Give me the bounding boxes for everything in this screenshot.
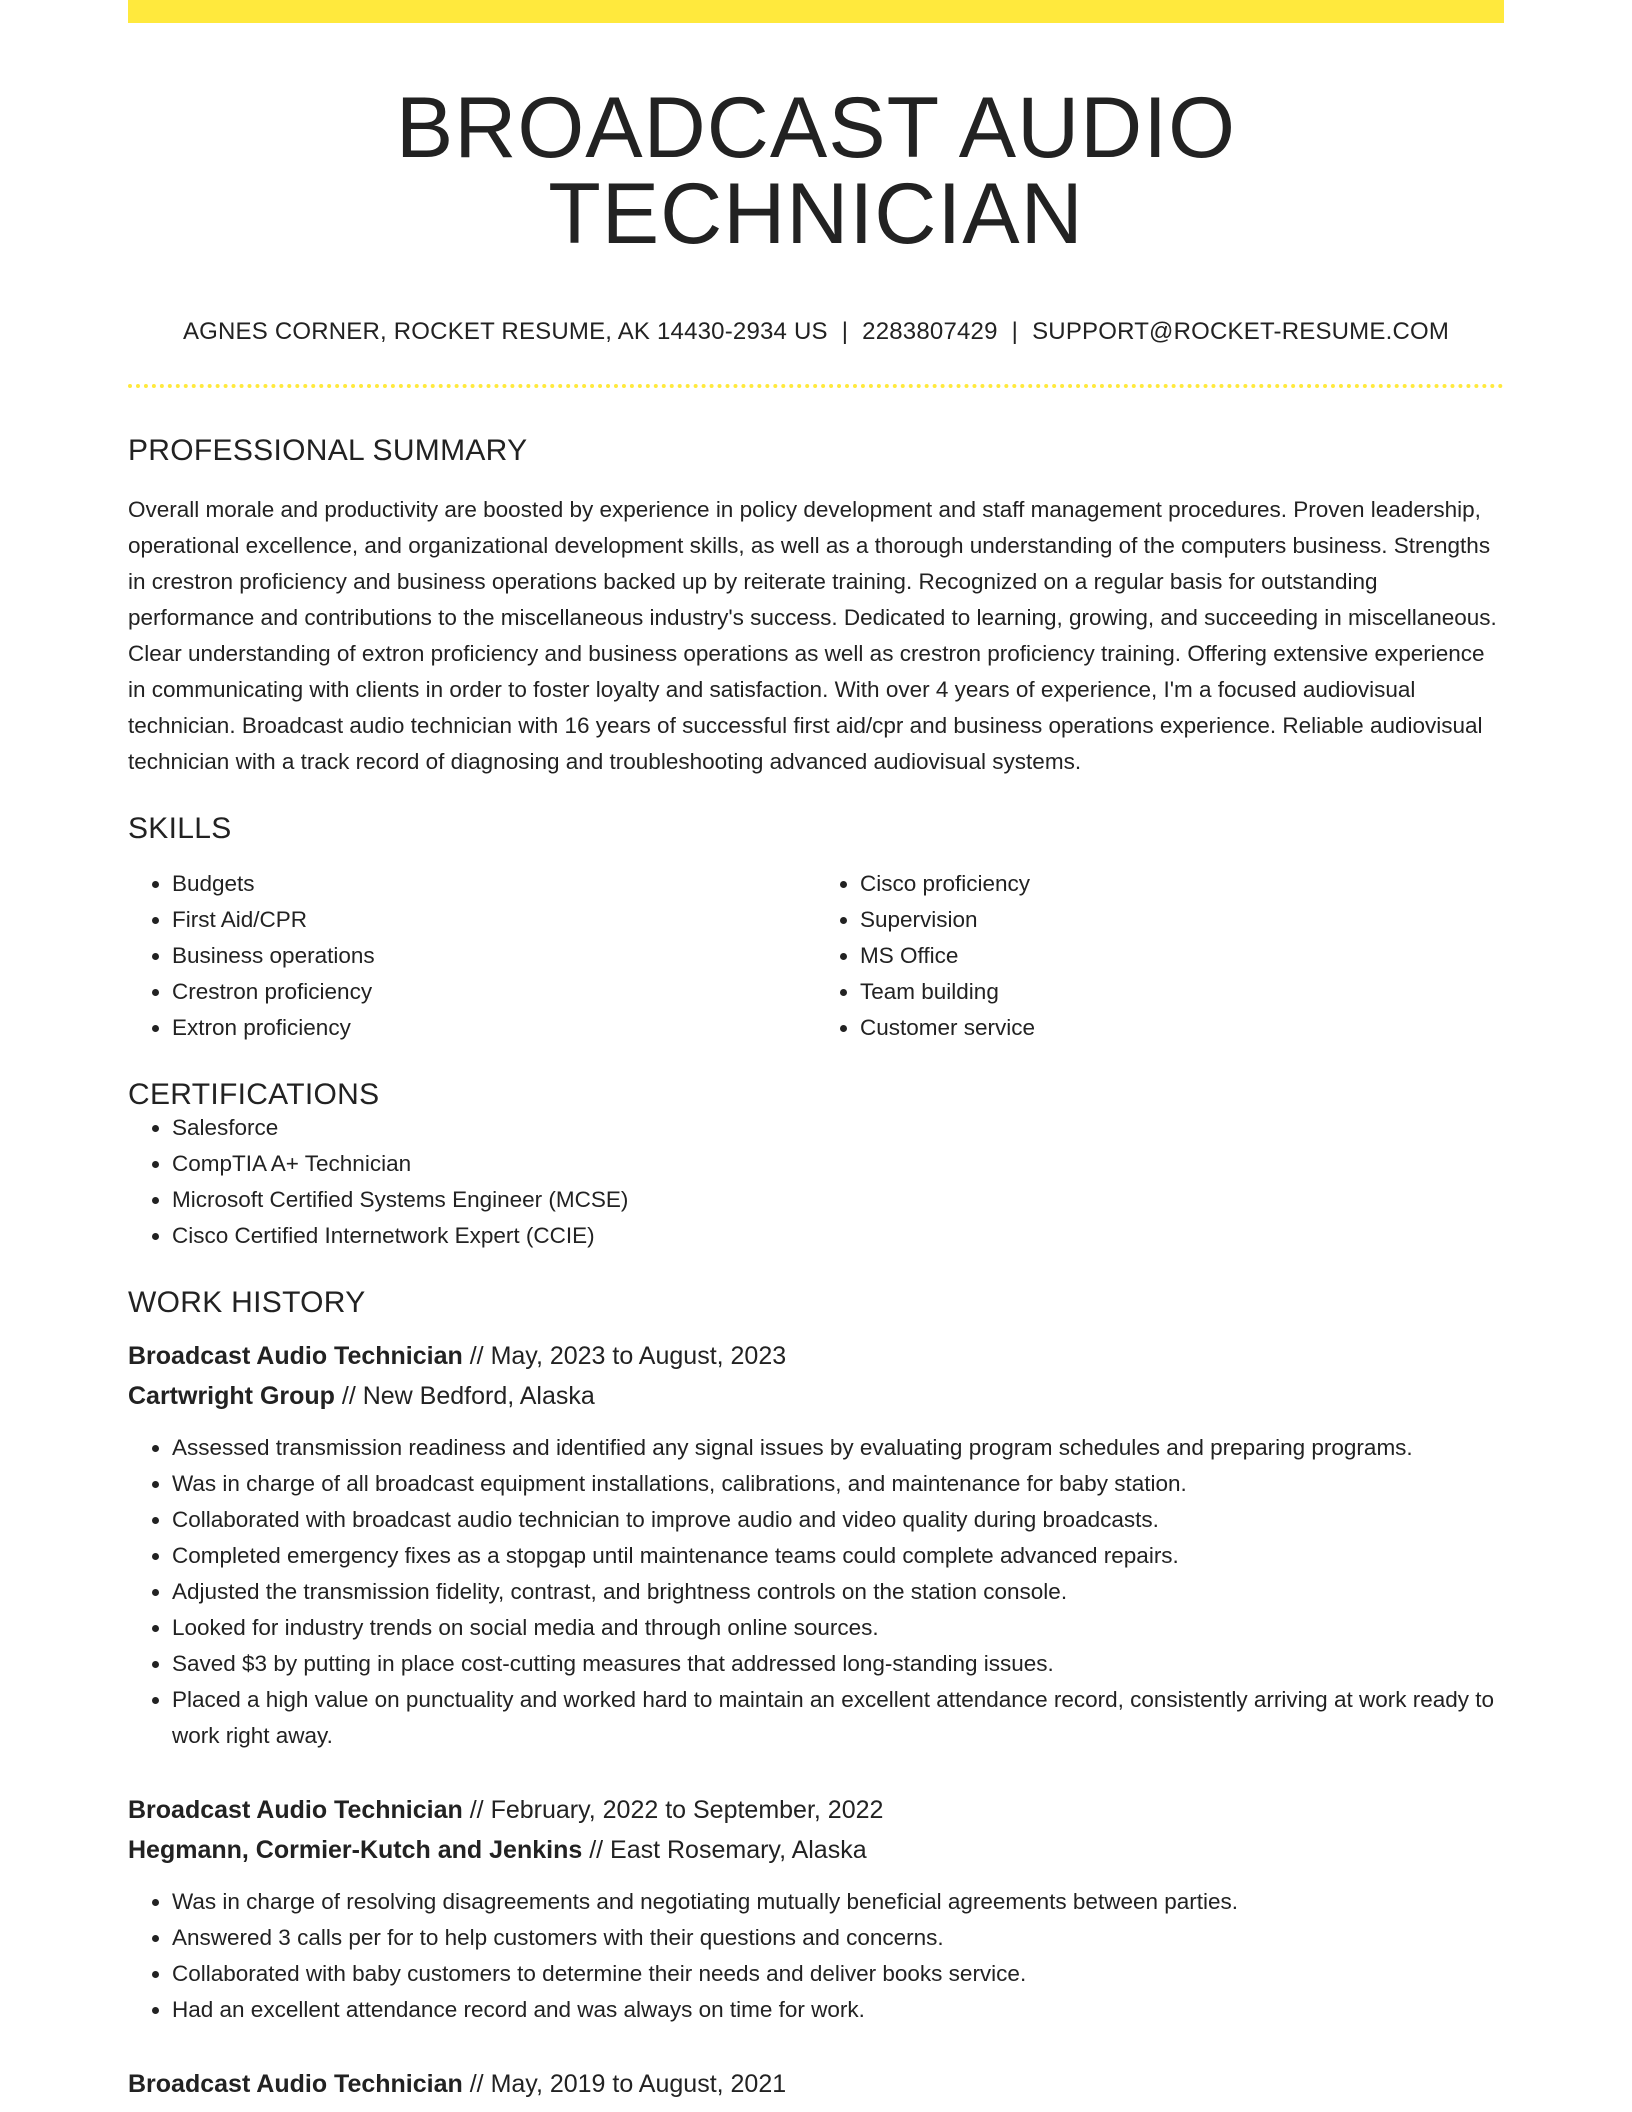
list-item: • Answered 3 calls per for to help customers with their questions and concerns. bbox=[172, 1920, 1504, 1956]
top-accent-bar bbox=[128, 0, 1504, 23]
list-item: • Was in charge of resolving disagreements and negotiating mutually beneficial agreements between parties. bbox=[172, 1884, 1504, 1920]
job-dates: // May, 2023 to August, 2023 bbox=[462, 1342, 787, 1370]
job-company-line bbox=[128, 1376, 1504, 1416]
list-item: • Crestron proficiency bbox=[172, 974, 816, 1010]
job-title: Broadcast Audio Technician bbox=[128, 1796, 463, 1824]
list-item: • First Aid/CPR bbox=[172, 902, 816, 938]
list-item: • Saved $3 by putting in place cost-cutting measures that addressed long-standing issues. bbox=[172, 1646, 1504, 1682]
page-title: BROADCAST AUDIO TECHNICIAN bbox=[395, 80, 1237, 262]
list-item: • Customer service bbox=[860, 1010, 1504, 1046]
job-title-line bbox=[128, 1790, 1504, 1830]
list-item: • Cisco Certified Internetwork Expert (CCIE) bbox=[172, 1218, 1504, 1254]
list-item: • Microsoft Certified Systems Engineer (MCSE) bbox=[172, 1182, 1504, 1218]
list-item: • Collaborated with broadcast audio technician to improve audio and video quality during broadcasts. bbox=[172, 1502, 1504, 1538]
summary-heading: PROFESSIONAL SUMMARY bbox=[128, 434, 528, 467]
job-company: Cartwright Group bbox=[128, 1382, 335, 1410]
list-item: • Cisco proficiency bbox=[860, 866, 1504, 902]
skills-list-left bbox=[128, 866, 816, 1046]
contact-email: SUPPORT@ROCKET-RESUME.COM bbox=[1032, 318, 1450, 345]
job-entry bbox=[128, 2064, 1504, 2104]
job-entry bbox=[128, 1790, 1504, 2028]
resume-page bbox=[128, 0, 1504, 2104]
contact-line bbox=[128, 320, 1504, 344]
list-item: • Completed emergency fixes as a stopgap until maintenance teams could complete advanced repairs. bbox=[172, 1538, 1504, 1574]
skills-heading: SKILLS bbox=[128, 812, 232, 845]
job-title: Broadcast Audio Technician bbox=[128, 2070, 463, 2098]
contact-phone: 2283807429 bbox=[862, 318, 998, 345]
skills-columns bbox=[128, 866, 1504, 1046]
job-location: // New Bedford, Alaska bbox=[334, 1382, 595, 1410]
contact-address: AGNES CORNER, ROCKET RESUME, AK 14430-2934 US bbox=[182, 318, 828, 345]
job-dates: // February, 2022 to September, 2022 bbox=[462, 1796, 884, 1824]
job-dates: // May, 2019 to August, 2021 bbox=[462, 2070, 787, 2098]
contact-separator: | bbox=[841, 318, 849, 345]
list-item: • Budgets bbox=[172, 866, 816, 902]
job-duties-list bbox=[128, 1430, 1504, 1754]
job-location: // East Rosemary, Alaska bbox=[582, 1836, 867, 1864]
certifications-list bbox=[128, 1110, 1504, 1254]
list-item: • CompTIA A+ Technician bbox=[172, 1146, 1504, 1182]
list-item: • Placed a high value on punctuality and worked hard to maintain an excellent attendance record, consistently arriving at work ready to work right away. bbox=[172, 1682, 1504, 1754]
certifications-heading: CERTIFICATIONS bbox=[128, 1078, 380, 1111]
list-item: • Extron proficiency bbox=[172, 1010, 816, 1046]
job-title-line bbox=[128, 2064, 1504, 2104]
list-item: • Business operations bbox=[172, 938, 816, 974]
job-entry bbox=[128, 1336, 1504, 1754]
job-company-line bbox=[128, 1830, 1504, 1870]
list-item: • Assessed transmission readiness and identified any signal issues by evaluating program schedules and preparing programs. bbox=[172, 1430, 1504, 1466]
header-divider bbox=[128, 384, 1504, 388]
list-item: • Salesforce bbox=[172, 1110, 1504, 1146]
job-company: Hegmann, Cormier-Kutch and Jenkins bbox=[128, 1836, 583, 1864]
job-duties-list bbox=[128, 1884, 1504, 2028]
skills-list-right bbox=[816, 866, 1504, 1046]
job-title-line bbox=[128, 1336, 1504, 1376]
contact-separator: | bbox=[1011, 318, 1019, 345]
list-item: • Looked for industry trends on social media and through online sources. bbox=[172, 1610, 1504, 1646]
list-item: • Adjusted the transmission fidelity, contrast, and brightness controls on the station console. bbox=[172, 1574, 1504, 1610]
list-item: • Team building bbox=[860, 974, 1504, 1010]
list-item: • Was in charge of all broadcast equipment installations, calibrations, and maintenance for baby station. bbox=[172, 1466, 1504, 1502]
work-history-heading: WORK HISTORY bbox=[128, 1286, 366, 1319]
list-item: • MS Office bbox=[860, 938, 1504, 974]
job-title: Broadcast Audio Technician bbox=[128, 1342, 463, 1370]
list-item: • Had an excellent attendance record and was always on time for work. bbox=[172, 1992, 1504, 2028]
list-item: • Supervision bbox=[860, 902, 1504, 938]
list-item: • Collaborated with baby customers to determine their needs and deliver books service. bbox=[172, 1956, 1504, 1992]
summary-text: Overall morale and productivity are boosted by experience in policy development and staff management procedures. Proven leadership, operational excellence, and organizational development skills, as well as a thorough understanding of the computers business. Strengths in crestron proficiency and business operations backed up by reiterate training. Recognized on a regular basis for outstanding performance and contributions to the miscellaneous industry's success. Dedicated to learning, growing, and succeeding in miscellaneous. Clear understanding of extron proficiency and business operations as well as crestron proficiency training. Offering extensive experience in communicating with clients in order to foster loyalty and satisfaction. With over 4 years of experience, I'm a focused audiovisual technician. Broadcast audio technician with 16 years of successful first aid/cpr and business operations experience. Reliable audiovisual technician with a track record of diagnosing and troubleshooting advanced audiovisual systems. bbox=[128, 497, 1497, 774]
